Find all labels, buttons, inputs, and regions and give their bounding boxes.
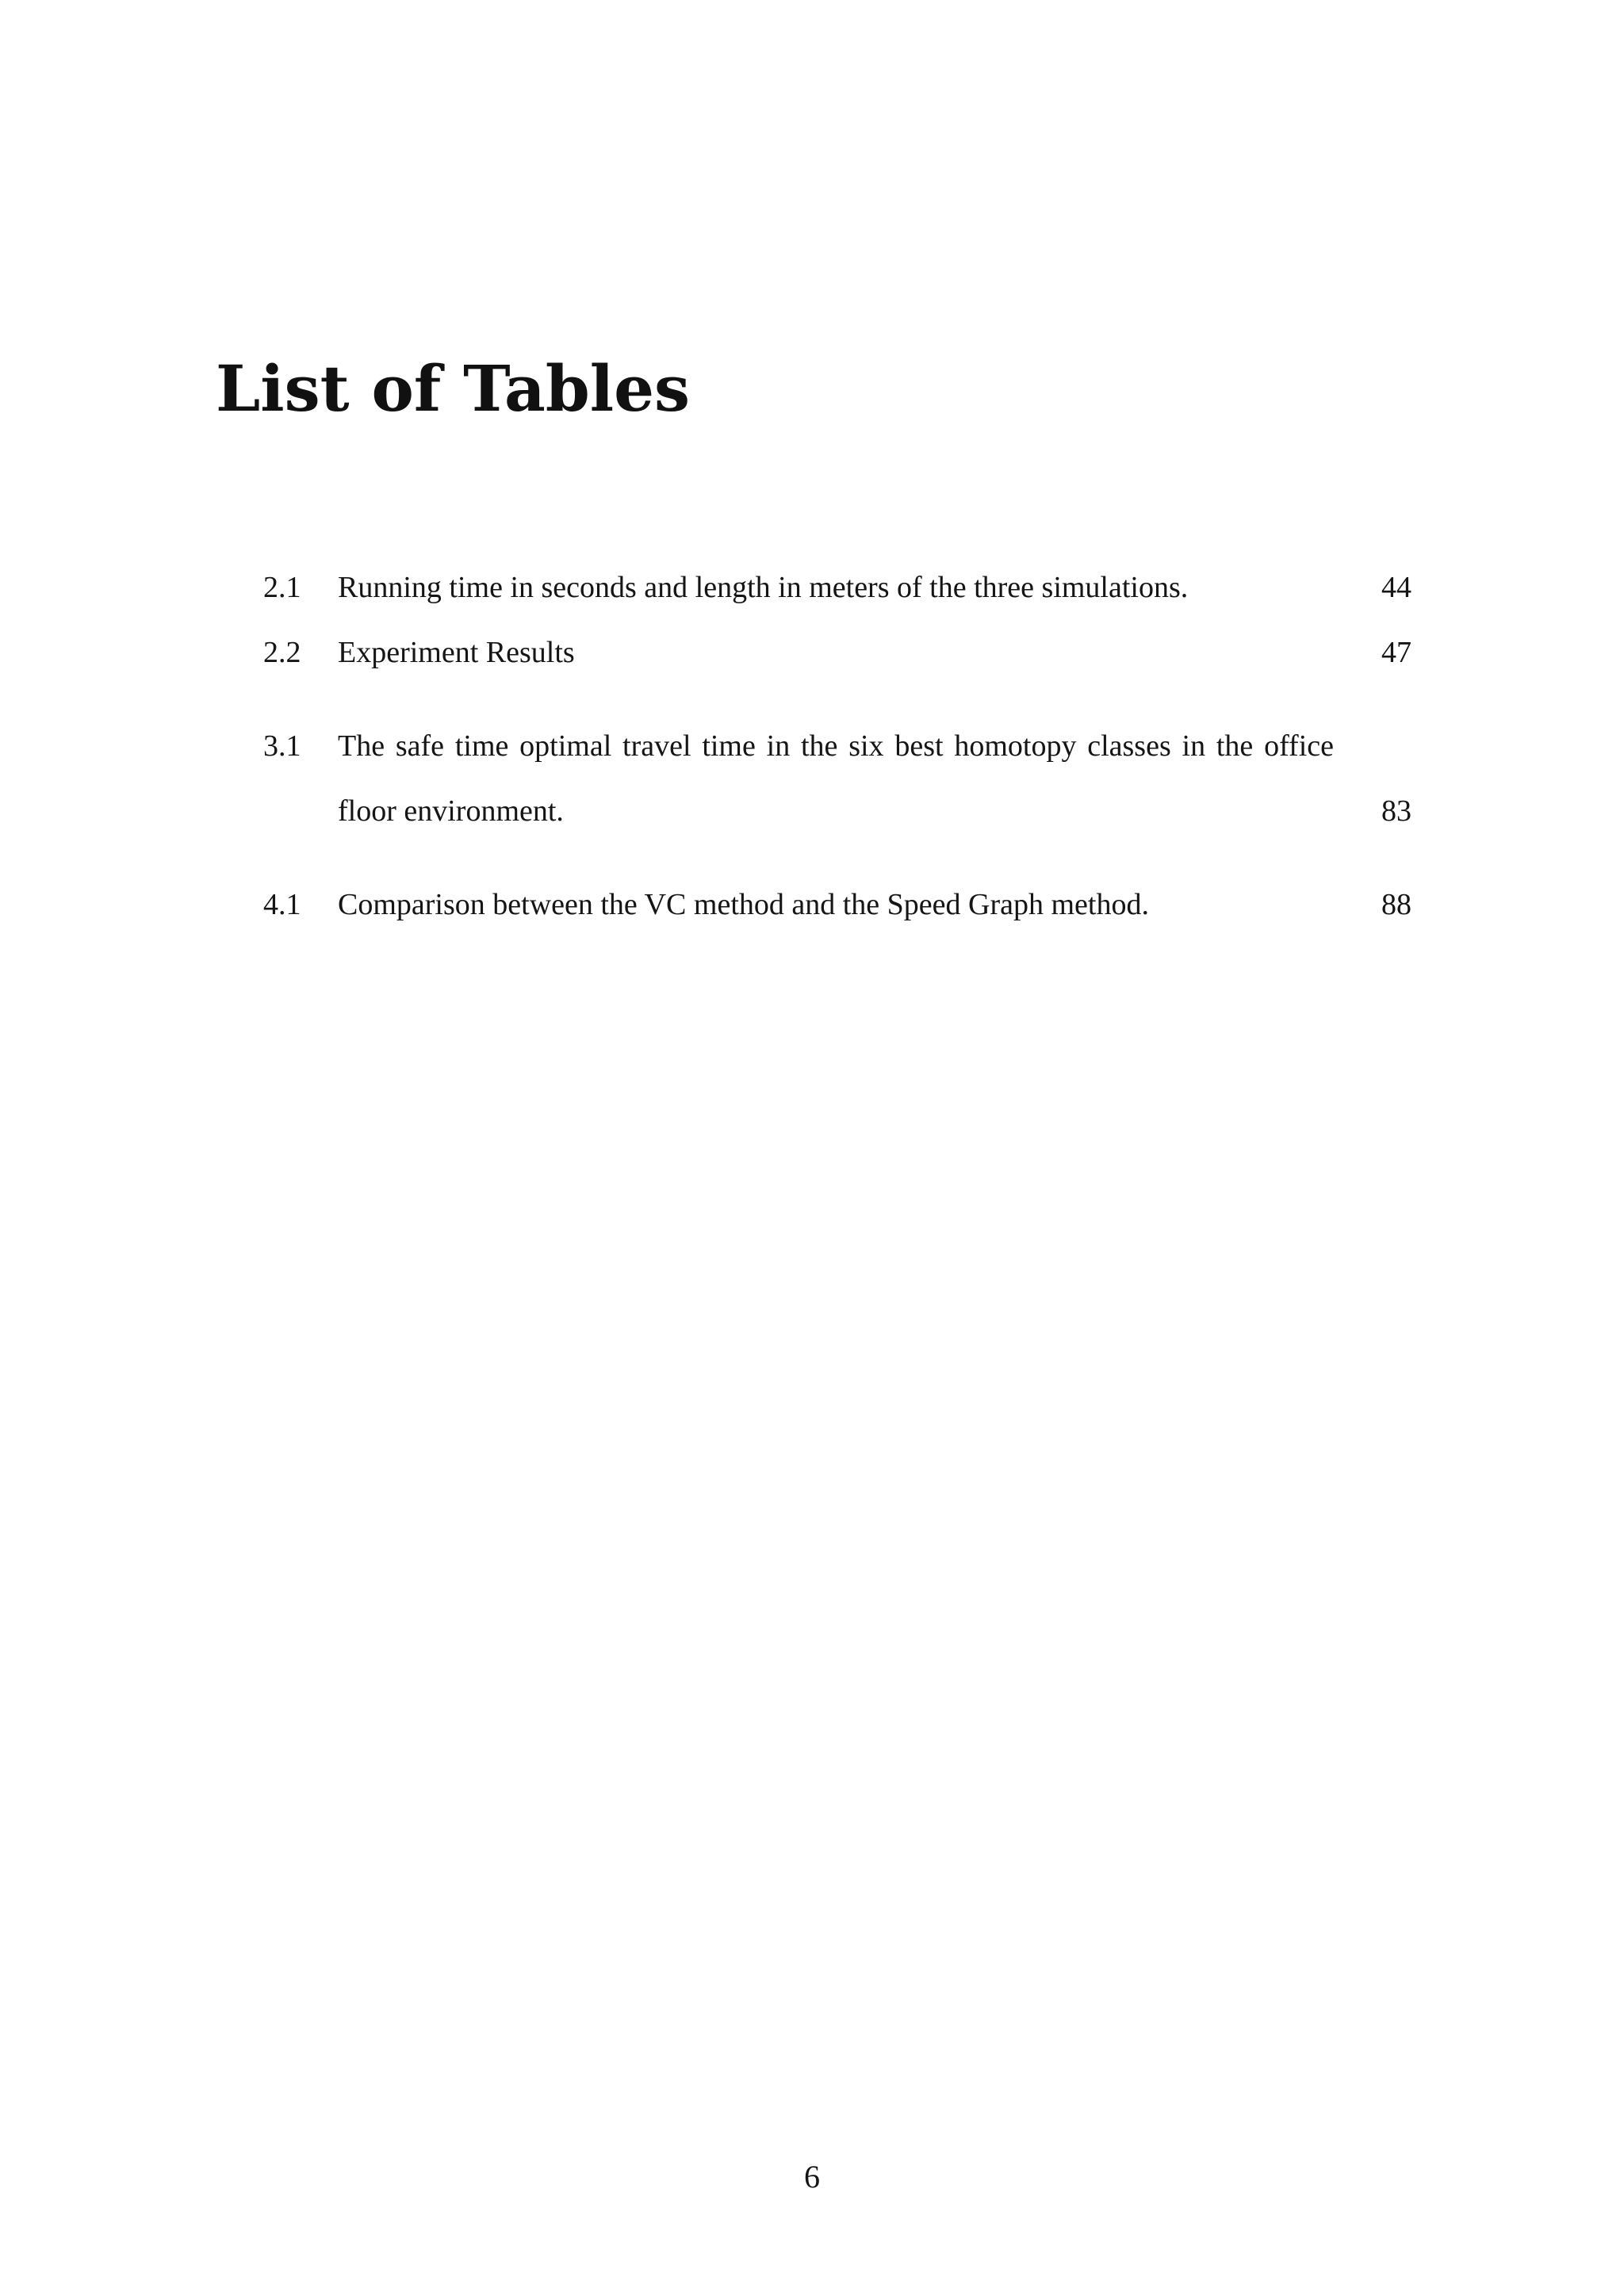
table-caption: Running time in seconds and length in meters of the three simulations.	[338, 571, 1189, 604]
table-page-number: 47	[1381, 636, 1411, 669]
page-title: List of Tables	[216, 351, 691, 426]
table-caption: The safe time optimal travel time in the six best homotopy classes in the office floor environment.	[338, 729, 1334, 828]
table-number: 2.2	[263, 636, 301, 669]
table-page-number: 88	[1381, 888, 1411, 921]
table-caption: Experiment Results	[338, 636, 575, 669]
footer-page-number: 6	[804, 2159, 820, 2195]
table-page-number: 44	[1381, 571, 1411, 604]
table-number: 4.1	[263, 888, 301, 921]
table-page-number: 83	[1381, 794, 1411, 828]
table-caption: Comparison between the VC method and the Speed Graph method.	[338, 888, 1149, 921]
table-number: 3.1	[263, 729, 301, 763]
table-number: 2.1	[263, 571, 301, 604]
